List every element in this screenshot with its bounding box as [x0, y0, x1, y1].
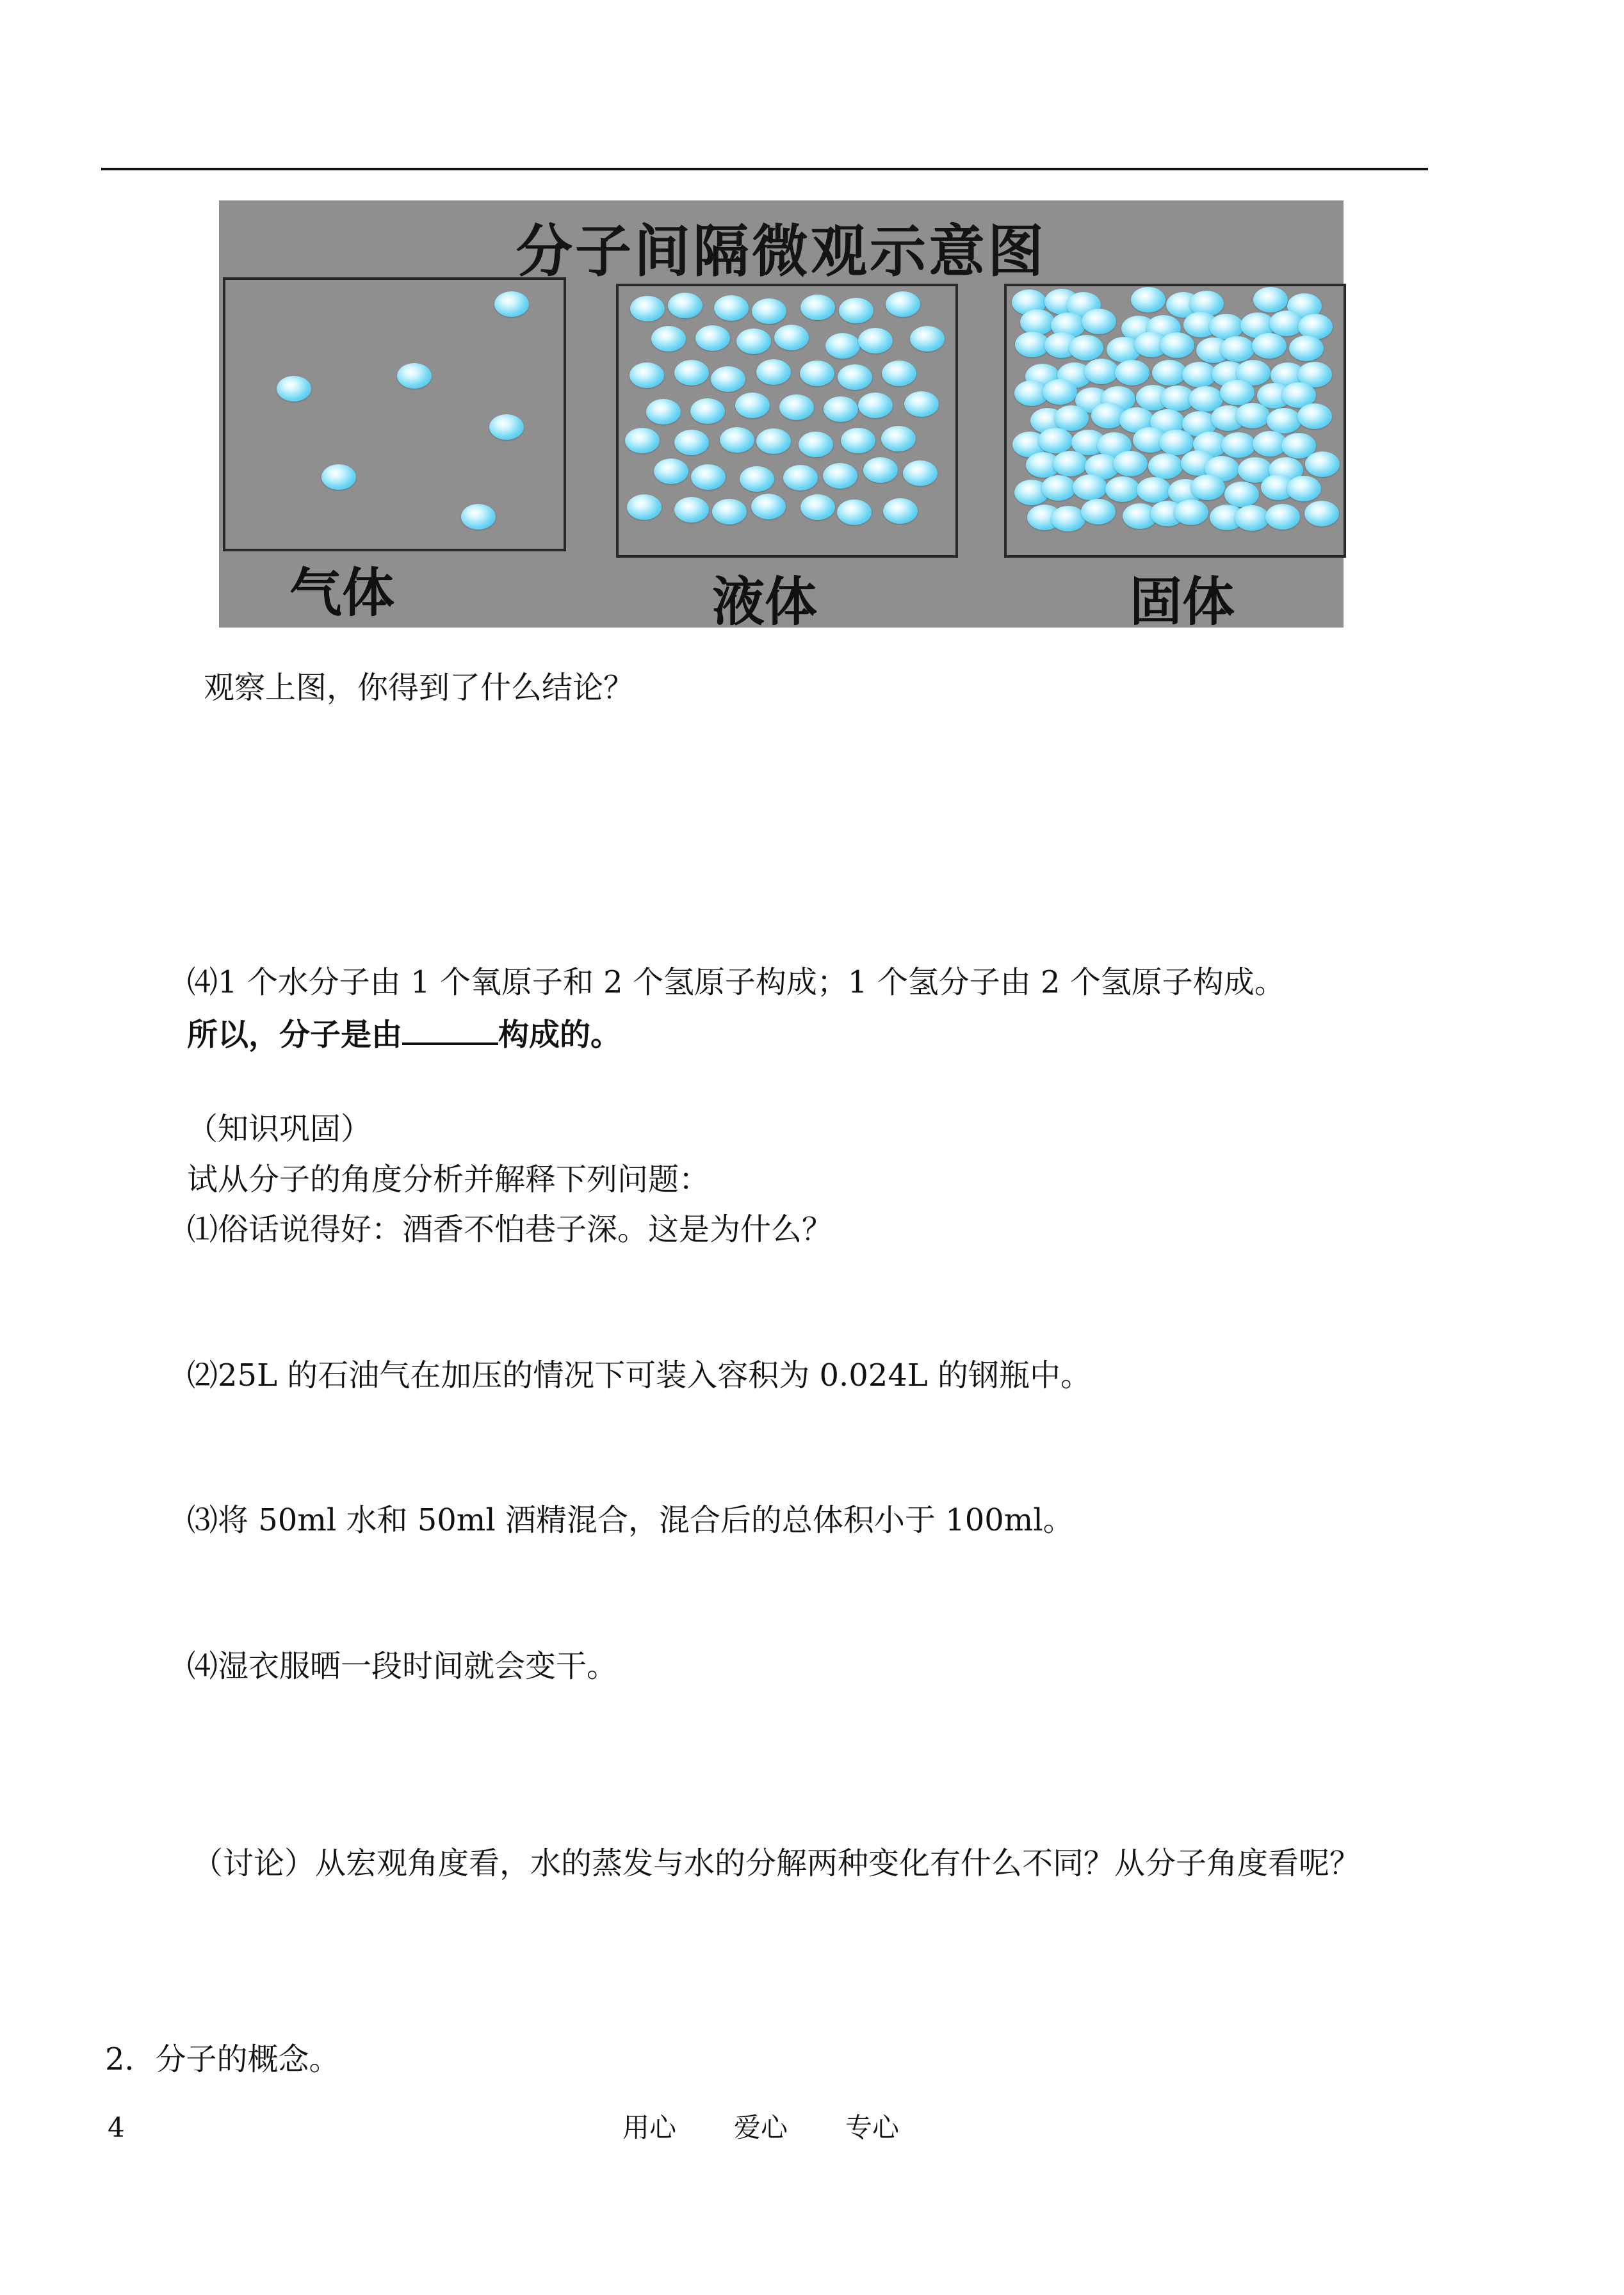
molecule	[695, 325, 730, 351]
footer-motto-2: 爱心	[734, 2112, 788, 2143]
molecule	[1221, 432, 1256, 458]
consolidation-intro: 试从分子的角度分析并解释下列问题：	[187, 1162, 710, 1197]
molecule	[1041, 475, 1076, 501]
liquid-panel	[616, 284, 958, 558]
molecule	[1253, 287, 1288, 312]
question-4: ⑷湿衣服晒一段时间就会变干。	[187, 1648, 618, 1684]
molecule	[1209, 314, 1244, 339]
molecule	[1053, 451, 1087, 476]
molecule	[1069, 335, 1103, 361]
molecule	[461, 504, 496, 530]
conclusion-before: 所以，分子是由	[187, 1017, 403, 1053]
molecule	[1051, 506, 1085, 531]
molecule	[1220, 336, 1255, 362]
molecule	[823, 463, 857, 489]
molecule	[779, 394, 814, 420]
question-3: ⑶将 50ml 水和 50ml 酒精混合，混合后的总体积小于 100ml。	[187, 1502, 1074, 1538]
answer-blank[interactable]	[402, 1014, 498, 1045]
page-number: 4	[108, 2112, 125, 2143]
molecule	[883, 498, 918, 524]
molecule	[1305, 451, 1340, 477]
molecule	[841, 428, 875, 453]
conclusion-fill-blank	[187, 1014, 621, 1054]
molecule	[863, 457, 898, 483]
molecule	[1220, 380, 1255, 405]
molecule	[1235, 505, 1269, 531]
header-rule	[101, 168, 1428, 170]
molecule	[735, 393, 770, 418]
molecule	[751, 494, 786, 519]
gas-label: 气体	[289, 563, 395, 624]
molecule	[321, 464, 356, 490]
molecule	[711, 366, 745, 392]
molecule	[783, 465, 818, 491]
molecule	[1304, 501, 1339, 526]
molecule	[825, 333, 860, 359]
molecule	[799, 432, 833, 457]
molecule	[800, 494, 835, 520]
molecule	[837, 499, 872, 525]
liquid-label: 液体	[712, 572, 818, 633]
molecule	[397, 363, 432, 389]
molecule	[646, 399, 681, 425]
molecule	[1289, 336, 1324, 361]
observe-question: 观察上图，你得到了什么结论？	[204, 670, 635, 706]
molecule	[858, 393, 893, 418]
molecule	[494, 291, 529, 317]
molecule	[752, 298, 786, 324]
molecule	[1115, 360, 1149, 385]
molecule	[1160, 332, 1194, 358]
molecule	[740, 466, 774, 492]
molecule	[668, 293, 702, 318]
discussion: （讨论）从宏观角度看，水的蒸发与水的分解两种变化有什么不同？从分子角度看呢？	[192, 1845, 1361, 1881]
molecule	[1152, 360, 1187, 385]
molecular-spacing-figure	[219, 200, 1344, 633]
molecule	[1113, 451, 1148, 476]
molecule	[630, 296, 665, 321]
molecule	[756, 359, 791, 385]
molecule	[838, 364, 872, 390]
solid-label: 固体	[1130, 572, 1235, 633]
gas-panel	[223, 277, 566, 551]
molecule	[904, 391, 939, 417]
molecule	[1073, 474, 1107, 500]
molecule	[1265, 504, 1300, 530]
molecule	[1038, 428, 1073, 453]
molecule	[756, 428, 791, 454]
molecule	[714, 295, 749, 321]
molecule	[1224, 482, 1259, 507]
molecule	[1297, 403, 1332, 429]
molecule	[690, 398, 725, 424]
molecule	[882, 361, 916, 386]
molecule	[1137, 477, 1171, 503]
molecule	[858, 328, 893, 353]
item4-water-molecule: ⑷1 个水分子由 1 个氧原子和 2 个氢原子构成；1 个氢分子由 2 个氢原子构成。	[187, 964, 1285, 1000]
molecule	[625, 428, 660, 453]
solid-panel	[1004, 284, 1346, 558]
molecule	[1287, 476, 1321, 501]
molecule	[691, 464, 726, 490]
molecule	[1131, 287, 1165, 312]
molecule	[1105, 476, 1140, 502]
molecule	[824, 396, 858, 422]
molecule	[800, 361, 834, 386]
molecule	[1235, 403, 1270, 428]
conclusion-after: 构成的。	[498, 1017, 622, 1053]
footer-motto-1: 用心	[622, 2112, 677, 2143]
molecule	[910, 326, 945, 352]
molecule	[712, 499, 747, 524]
molecule	[1054, 405, 1089, 431]
section-2-heading: 2．分子的概念。	[105, 2041, 340, 2077]
molecule	[651, 326, 686, 352]
molecule	[674, 430, 709, 455]
molecule	[277, 376, 311, 401]
molecule	[839, 298, 873, 323]
question-1: ⑴俗话说得好：酒香不怕巷子深。这是为什么？	[187, 1212, 833, 1247]
molecule	[1020, 309, 1055, 335]
molecule	[1190, 474, 1225, 500]
molecule	[674, 497, 709, 523]
consolidation-heading: （知识巩固）	[187, 1111, 372, 1147]
molecule	[774, 325, 809, 350]
molecule	[1267, 408, 1301, 434]
molecule	[627, 494, 662, 520]
molecule	[800, 295, 835, 320]
molecule	[1082, 309, 1116, 334]
molecule	[903, 460, 938, 486]
molecule	[1174, 499, 1208, 525]
footer-motto-3: 专心	[845, 2112, 900, 2143]
molecule	[1252, 333, 1287, 359]
molecule	[886, 291, 920, 317]
figure-title: 分子间隔微观示意图	[516, 218, 1046, 284]
question-2: ⑵25L 的石油气在加压的情况下可装入容积为 0.024L 的钢瓶中。	[187, 1358, 1092, 1393]
molecule	[1043, 379, 1077, 405]
molecule	[720, 427, 754, 453]
molecule	[674, 360, 709, 385]
molecule	[881, 426, 916, 451]
molecule	[1148, 453, 1183, 479]
molecule	[654, 458, 688, 484]
molecule	[1081, 499, 1116, 524]
molecule	[736, 328, 771, 354]
molecule	[629, 362, 664, 388]
molecule	[1084, 359, 1119, 384]
molecule	[489, 414, 524, 440]
